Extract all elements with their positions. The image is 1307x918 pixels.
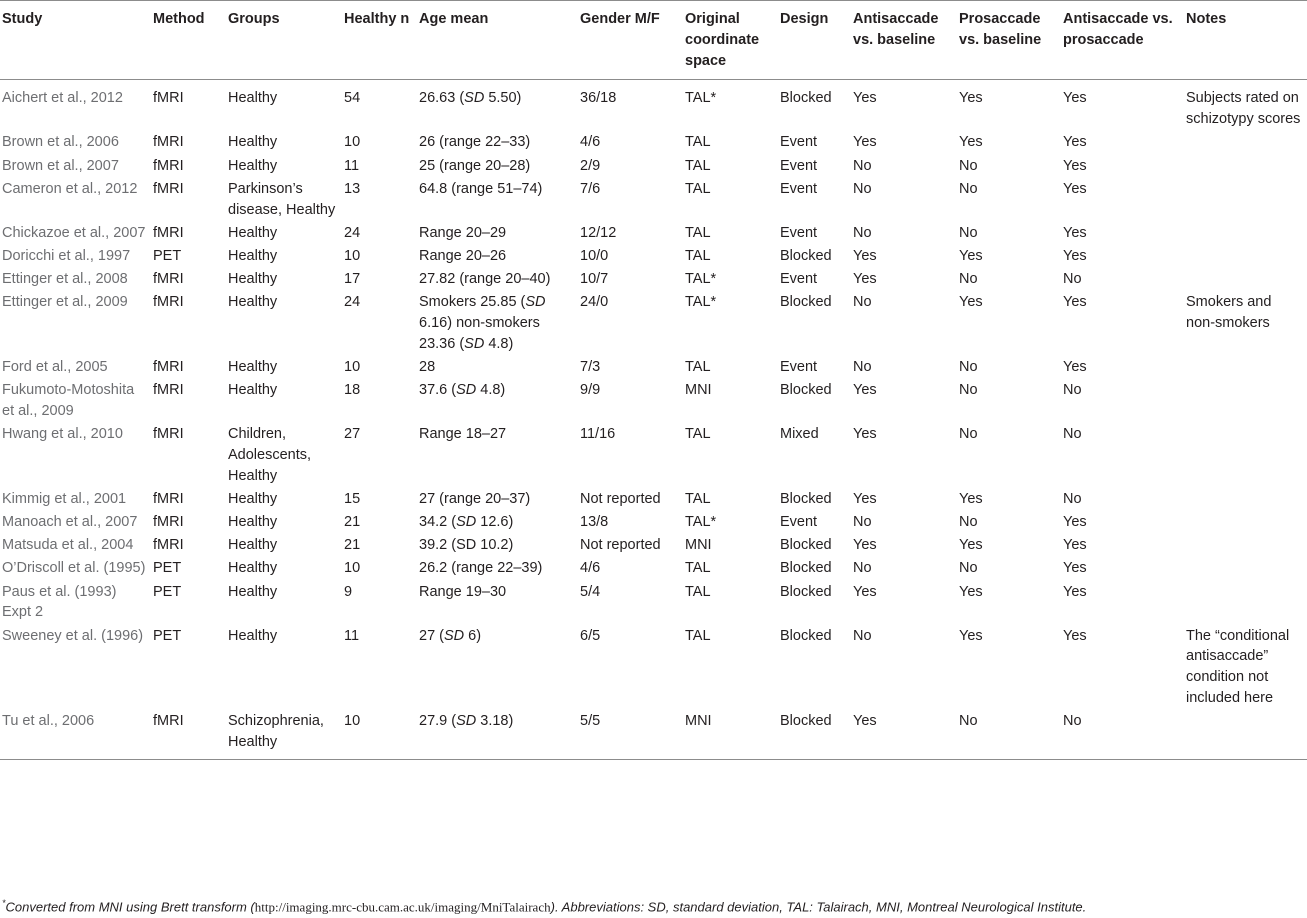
cell-study: Sweeney et al. (1996) — [2, 627, 144, 644]
cell-anti-pro: No — [1063, 382, 1082, 399]
cell-design: Event — [780, 157, 818, 174]
cell-anti-base: Yes — [853, 426, 877, 443]
table-row — [0, 154, 1307, 177]
cell-anti-pro: No — [1063, 271, 1082, 288]
cell-anti-pro: Yes — [1063, 157, 1087, 174]
cell-design: Blocked — [780, 90, 832, 107]
column-header-coord: Original coordinate space — [683, 1, 778, 80]
footnote-text-suffix: ). Abbreviations: SD, standard deviation, TAL: Talairach, MNI, Montreal Neurological Institute. — [550, 899, 1087, 915]
cell-design: Event — [780, 224, 818, 241]
cell-design: Blocked — [780, 583, 832, 600]
cell-anti-base: Yes — [851, 710, 957, 759]
cell-groups: Healthy — [228, 294, 278, 311]
cell-notes — [1184, 245, 1307, 268]
cell-gender: Not reported — [580, 537, 661, 554]
cell-anti-pro: Yes — [1063, 358, 1087, 375]
cell-pro-base: Yes — [959, 537, 983, 554]
cell-age: 37.6 (SD 4.8) — [419, 382, 506, 399]
cell-n: 10 — [344, 358, 361, 375]
cell-notes — [1184, 534, 1307, 557]
cell-anti-base: No — [853, 627, 872, 644]
cell-coord: TAL — [685, 627, 711, 644]
cell-method: PET — [153, 583, 182, 600]
cell-notes: Subjects rated on schizotypy scores — [1186, 90, 1301, 128]
cell-notes — [1184, 488, 1307, 511]
cell-anti-base: No — [853, 157, 872, 174]
cell-pro-base: No — [959, 560, 978, 577]
cell-coord: TAL* — [685, 514, 717, 531]
table-header-row — [0, 1, 1307, 80]
cell-age: Range 19–30 — [419, 583, 507, 600]
cell-pro-base: Yes — [959, 134, 983, 151]
cell-design: Blocked — [780, 294, 832, 311]
cell-anti-base: Yes — [853, 537, 877, 554]
cell-anti-base: Yes — [853, 271, 877, 288]
cell-design: Event — [780, 180, 818, 197]
cell-groups: Healthy — [228, 224, 278, 241]
cell-coord: TAL — [685, 358, 711, 375]
cell-gender: 4/6 — [580, 134, 601, 151]
cell-gender: 36/18 — [580, 90, 617, 107]
cell-gender: 5/4 — [580, 583, 601, 600]
cell-pro-base: No — [959, 514, 978, 531]
cell-design: Event — [780, 271, 818, 288]
cell-study: Manoach et al., 2007 — [2, 514, 138, 531]
cell-method: fMRI — [153, 294, 184, 311]
table-body — [0, 80, 1307, 759]
cell-gender: Not reported — [580, 490, 661, 507]
cell-groups: Healthy — [228, 627, 278, 644]
table-row — [0, 245, 1307, 268]
cell-pro-base: Yes — [959, 294, 983, 311]
cell-n: 15 — [344, 490, 361, 507]
cell-coord: TAL — [685, 134, 711, 151]
cell-groups: Healthy — [228, 560, 278, 577]
cell-age: 26 (range 22–33) — [419, 134, 531, 151]
cell-anti-pro: Yes — [1063, 247, 1087, 264]
cell-study: Chickazoe et al., 2007 — [2, 224, 146, 241]
cell-gender: 7/6 — [580, 180, 601, 197]
column-header-groups: Groups — [226, 1, 342, 80]
table-row — [0, 178, 1307, 222]
cell-age: 34.2 (SD 12.6) — [419, 514, 514, 531]
cell-coord: TAL* — [685, 90, 717, 107]
cell-pro-base: No — [959, 426, 978, 443]
cell-study: Doricchi et al., 1997 — [2, 247, 131, 264]
cell-method: PET — [153, 560, 182, 577]
cell-method: fMRI — [153, 358, 184, 375]
cell-gender: 13/8 — [580, 514, 609, 531]
cell-n: 10 — [344, 247, 361, 264]
table-row — [0, 379, 1307, 423]
cell-design: Blocked — [778, 710, 851, 759]
column-header-notes: Notes — [1184, 1, 1307, 80]
column-header-design: Design — [778, 1, 851, 80]
cell-anti-base: Yes — [853, 490, 877, 507]
cell-study: Tu et al., 2006 — [0, 710, 151, 759]
cell-design: Blocked — [780, 627, 832, 644]
cell-age: 26.2 (range 22–39) — [419, 560, 543, 577]
cell-age: 27.9 (SD 3.18) — [417, 710, 578, 759]
cell-study: Matsuda et al., 2004 — [2, 537, 134, 554]
cell-coord: TAL* — [685, 271, 717, 288]
cell-notes — [1184, 580, 1307, 624]
column-header-pro-base: Prosaccade vs. baseline — [957, 1, 1061, 80]
column-header-method: Method — [151, 1, 226, 80]
column-header-n: Healthy n — [342, 1, 417, 80]
cell-groups: Healthy — [228, 134, 278, 151]
cell-design: Blocked — [780, 537, 832, 554]
cell-groups: Healthy — [228, 358, 278, 375]
table-row — [0, 268, 1307, 291]
cell-design: Event — [780, 134, 818, 151]
cell-n: 9 — [344, 583, 353, 600]
cell-age: 27 (SD 6) — [419, 627, 482, 644]
cell-gender: 7/3 — [580, 358, 601, 375]
cell-coord: TAL — [685, 490, 711, 507]
cell-method: fMRI — [153, 224, 184, 241]
cell-notes: Smokers and non-smokers — [1186, 294, 1272, 331]
cell-study: Ettinger et al., 2009 — [2, 294, 128, 311]
cell-age: 64.8 (range 51–74) — [419, 180, 543, 197]
table-row — [0, 356, 1307, 379]
cell-method: PET — [153, 247, 182, 264]
cell-method: fMRI — [151, 710, 226, 759]
cell-method: fMRI — [153, 271, 184, 288]
cell-age: Range 18–27 — [419, 426, 507, 443]
cell-n: 11 — [344, 627, 360, 644]
table-row — [0, 221, 1307, 244]
cell-gender: 12/12 — [580, 224, 617, 241]
cell-method: fMRI — [153, 514, 184, 531]
cell-design: Event — [780, 358, 818, 375]
table-row — [0, 80, 1307, 131]
table-row — [0, 557, 1307, 580]
cell-age: 27 (range 20–37) — [419, 490, 531, 507]
cell-anti-pro: Yes — [1063, 224, 1087, 241]
column-header-anti-base: Antisaccade vs. baseline — [851, 1, 957, 80]
cell-notes — [1184, 379, 1307, 423]
cell-age: 39.2 (SD 10.2) — [419, 537, 514, 554]
cell-anti-base: Yes — [853, 90, 877, 107]
cell-anti-pro: Yes — [1063, 583, 1087, 600]
cell-groups: Healthy — [228, 271, 278, 288]
cell-study: Ettinger et al., 2008 — [2, 271, 128, 288]
cell-design: Blocked — [780, 560, 832, 577]
cell-anti-base: No — [853, 224, 872, 241]
cell-study: Brown et al., 2007 — [2, 157, 119, 174]
cell-age: 28 — [419, 358, 436, 375]
footnote-url: http://imaging.mrc-cbu.cam.ac.uk/imaging/MniTalairach — [254, 899, 551, 915]
cell-coord: TAL — [685, 180, 711, 197]
cell-gender: 10/0 — [580, 247, 609, 264]
column-header-age: Age mean — [417, 1, 578, 80]
column-header-study: Study — [0, 1, 151, 80]
cell-groups: Children, Adolescents, Healthy — [228, 426, 312, 484]
cell-pro-base: Yes — [959, 490, 983, 507]
cell-study: Fukumoto-Motoshita et al., 2009 — [2, 382, 135, 419]
cell-age: Range 20–29 — [419, 224, 507, 241]
cell-n: 24 — [344, 294, 361, 311]
cell-pro-base: Yes — [959, 627, 983, 644]
cell-n: 10 — [342, 710, 417, 759]
cell-method: fMRI — [153, 180, 184, 197]
column-header-gender: Gender M/F — [578, 1, 683, 80]
cell-anti-base: No — [853, 180, 872, 197]
cell-notes — [1184, 511, 1307, 534]
cell-study: Paus et al. (1993) Expt 2 — [2, 583, 117, 621]
cell-study: Hwang et al., 2010 — [2, 426, 123, 443]
cell-study: O’Driscoll et al. (1995) — [2, 560, 146, 577]
cell-anti-base: No — [853, 514, 872, 531]
cell-method: PET — [153, 627, 182, 644]
cell-method: fMRI — [153, 382, 184, 399]
cell-notes — [1184, 131, 1307, 154]
cell-gender: 5/5 — [578, 710, 683, 759]
cell-gender: 6/5 — [580, 627, 601, 644]
cell-n: 11 — [344, 157, 360, 174]
cell-groups: Healthy — [228, 514, 278, 531]
cell-groups: Healthy — [228, 382, 278, 399]
cell-gender: 24/0 — [580, 294, 609, 311]
cell-n: 21 — [344, 537, 361, 554]
cell-notes — [1184, 356, 1307, 379]
cell-method: fMRI — [153, 134, 184, 151]
cell-coord: TAL* — [685, 294, 717, 311]
cell-anti-base: Yes — [853, 134, 877, 151]
table-row — [0, 624, 1307, 710]
column-header-anti-pro: Antisaccade vs. prosaccade — [1061, 1, 1184, 80]
cell-pro-base: Yes — [959, 90, 983, 107]
cell-notes — [1184, 423, 1307, 488]
cell-gender: 4/6 — [580, 560, 601, 577]
table-row — [0, 131, 1307, 154]
cell-anti-base: Yes — [853, 382, 877, 399]
cell-design: Blocked — [780, 247, 832, 264]
cell-age: 25 (range 20–28) — [419, 157, 531, 174]
cell-method: fMRI — [153, 490, 184, 507]
cell-groups: Healthy — [228, 583, 278, 600]
cell-groups: Healthy — [228, 537, 278, 554]
cell-anti-pro: No — [1063, 426, 1082, 443]
cell-design: Blocked — [780, 490, 832, 507]
cell-pro-base: No — [959, 180, 978, 197]
cell-age: 26.63 (SD 5.50) — [419, 90, 522, 107]
cell-n: 10 — [344, 134, 361, 151]
cell-coord: MNI — [683, 710, 778, 759]
cell-groups: Schizophrenia, Healthy — [226, 710, 342, 759]
cell-coord: TAL — [685, 247, 711, 264]
cell-design: Blocked — [780, 382, 832, 399]
cell-coord: TAL — [685, 560, 711, 577]
cell-method: fMRI — [153, 157, 184, 174]
cell-n: 27 — [344, 426, 361, 443]
table-row — [0, 710, 1307, 759]
cell-anti-pro: Yes — [1063, 627, 1087, 644]
cell-coord: TAL — [685, 157, 711, 174]
cell-coord: TAL — [685, 583, 711, 600]
cell-anti-pro: Yes — [1063, 134, 1087, 151]
cell-design: Event — [780, 514, 818, 531]
cell-method: fMRI — [153, 537, 184, 554]
cell-n: 18 — [344, 382, 361, 399]
cell-notes — [1184, 221, 1307, 244]
table-row — [0, 423, 1307, 488]
cell-n: 17 — [344, 271, 361, 288]
cell-study: Ford et al., 2005 — [2, 358, 108, 375]
cell-anti-pro: Yes — [1063, 294, 1087, 311]
cell-anti-base: Yes — [853, 247, 877, 264]
cell-anti-base: No — [853, 560, 872, 577]
cell-pro-base: Yes — [959, 583, 983, 600]
cell-anti-pro: Yes — [1063, 90, 1087, 107]
table-row — [0, 511, 1307, 534]
cell-n: 24 — [344, 224, 361, 241]
cell-n: 21 — [344, 514, 361, 531]
cell-age: Range 20–26 — [419, 247, 507, 264]
cell-pro-base: Yes — [959, 247, 983, 264]
cell-notes — [1184, 154, 1307, 177]
cell-n: 54 — [344, 90, 361, 107]
cell-study: Brown et al., 2006 — [2, 134, 119, 151]
cell-anti-pro: No — [1063, 490, 1082, 507]
cell-gender: 2/9 — [580, 157, 601, 174]
cell-n: 13 — [344, 180, 361, 197]
cell-anti-pro: Yes — [1063, 180, 1087, 197]
cell-coord: TAL — [685, 224, 711, 241]
cell-notes — [1184, 557, 1307, 580]
cell-pro-base: No — [959, 271, 978, 288]
cell-design: Mixed — [780, 426, 819, 443]
cell-groups: Healthy — [228, 490, 278, 507]
cell-anti-base: Yes — [853, 583, 877, 600]
table-row — [0, 488, 1307, 511]
cell-pro-base: No — [959, 358, 978, 375]
cell-study: Kimmig et al., 2001 — [2, 490, 127, 507]
cell-study: Aichert et al., 2012 — [2, 90, 123, 107]
table-row — [0, 291, 1307, 356]
cell-anti-pro: Yes — [1063, 560, 1087, 577]
cell-anti-base: No — [853, 294, 872, 311]
cell-anti-pro: Yes — [1063, 514, 1087, 531]
cell-anti-pro: Yes — [1063, 537, 1087, 554]
cell-anti-base: No — [853, 358, 872, 375]
cell-pro-base: No — [959, 224, 978, 241]
cell-pro-base: No — [959, 157, 978, 174]
table-row — [0, 580, 1307, 624]
cell-method: fMRI — [153, 90, 184, 107]
cell-gender: 10/7 — [580, 271, 609, 288]
cell-groups: Healthy — [228, 157, 278, 174]
table-footnote — [2, 898, 1086, 915]
cell-gender: 9/9 — [580, 382, 601, 399]
cell-groups: Healthy — [228, 247, 278, 264]
cell-age: Smokers 25.85 (SD 6.16) non-smokers 23.36 (SD 4.8) — [419, 294, 546, 352]
cell-coord: TAL — [685, 426, 711, 443]
cell-n: 10 — [344, 560, 361, 577]
cell-pro-base: No — [957, 710, 1061, 759]
cell-coord: MNI — [685, 537, 712, 554]
cell-groups: Parkinson’s disease, Healthy — [228, 180, 336, 218]
cell-study: Cameron et al., 2012 — [2, 180, 138, 197]
cell-gender: 11/16 — [580, 426, 616, 443]
cell-method: fMRI — [153, 426, 184, 443]
cell-notes — [1184, 178, 1307, 222]
cell-coord: MNI — [685, 382, 712, 399]
cell-notes: The “conditional antisaccade” condition not included here — [1186, 627, 1290, 706]
table-row — [0, 534, 1307, 557]
cell-anti-pro: No — [1061, 710, 1184, 759]
cell-pro-base: No — [959, 382, 978, 399]
footnote-text-prefix: Converted from MNI using Brett transform ( — [5, 899, 255, 915]
cell-groups: Healthy — [228, 90, 278, 107]
cell-notes — [1184, 268, 1307, 291]
footnote-marker: * — [2, 898, 6, 908]
cell-age: 27.82 (range 20–40) — [419, 271, 551, 288]
cell-notes — [1184, 710, 1307, 759]
